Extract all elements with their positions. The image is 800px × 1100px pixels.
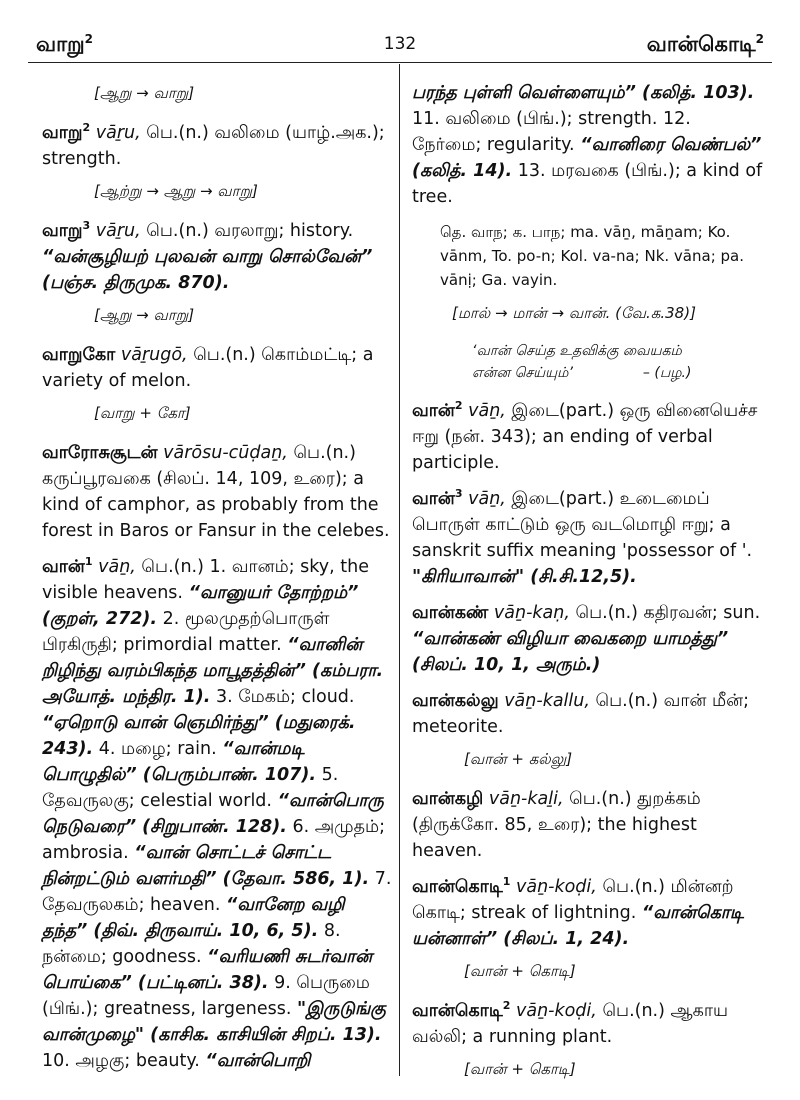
proverb-source: – (பழ.) [642,365,692,381]
headword: வாறு$^3$ [42,219,91,241]
definition: பெ.(n.) கொம்மட்டி; a variety of melon. [42,345,374,391]
headword: வாறு$^2$ [42,121,91,143]
transliteration: vāṉ-kaṇ, [493,603,570,623]
etymology: [வான் + கொடி] [464,1060,576,1078]
header-right-guideword: வான்கொடி$^2$ [646,32,764,56]
headword: வாரோசுசூடன் [42,443,158,463]
citation: “வான்பொறி [205,1051,311,1071]
etymology: [வான் + கொடி] [464,962,576,980]
etymology: [மால் → மான் → வான். (வே.க.38)] [452,304,696,322]
citation: “வானுயர் தோற்றம்” (குறள், 272). [42,583,359,629]
entry-vaan-2 [412,398,764,476]
entry-vaankazhi [412,786,764,864]
column-divider [399,64,400,1076]
definition: 11. வலிமை (பிங்.); strength. 12. நேர்மை; regularity. [412,109,691,155]
page-header [36,32,764,60]
proverb-line: ‘வான் செய்த உதவிக்கு வையகம் [472,343,682,359]
definition: பெ.(n.) வலிமை (யாழ்.அக.); strength. [42,123,385,169]
headword: வான்கொடி$^2$ [412,999,511,1021]
definition: இடை(part.) ஒரு வினையெச்ச ஈறு (நன். 343); an ending of verbal participle. [412,401,758,473]
citation: “வான்மடி பொழுதில்” (பெரும்பாண். 107). [42,739,317,785]
right-column [412,80,764,1096]
definition: 9. பெருமை (பிங்.); greatness, largeness. [42,973,370,1019]
definition: பெ.(n.) வரலாறு; history. [146,221,354,241]
transliteration: vāṉ-koḍi, [515,877,597,897]
page-number: 132 [383,34,417,54]
headword: வான்கண் [412,603,489,623]
transliteration: vāṉ-kaḻi, [488,789,564,809]
definition: பெ.(n.) மின்னற் கொடி; streak of lightning. [412,877,734,923]
citation: “வரியணி சுடர்வான் பொய்கை” (பட்டினப். 38). [42,947,373,993]
entry-vaaru-3 [42,218,392,296]
headword: வான்$^3$ [412,487,463,509]
entry-vaarosu-sudan [42,440,392,544]
etymology: [ஆற்று → ஆறு → வாறு] [94,182,258,200]
citation: “வானிரை வெண்பல்” (கலித். 14). [412,135,762,181]
entry-vaankallu [412,688,764,740]
definition: 8. நன்மை; goodness. [42,921,341,967]
definition: பெ.(n.) கருப்பூரவகை (சிலப். 14, 109, உரை); a kind of camphor, as probably from the forest in Baros or Fansur in the celebes. [42,443,390,541]
citation: “வானேற வழி தந்த” (திவ். திருவாய். 10, 6, 5). [42,895,345,941]
definition: இடை(part.) உடைமைப் பொருள் காட்டும் ஒரு வடமொழி ஈறு; a sanskrit suffix meaning 'possessor of '. [412,489,753,561]
header-rule [28,62,772,63]
citation: “ஏறொடு வான் ஞெமிர்ந்து” (மதுரைக். 243). [42,713,356,759]
entry-vaan-3 [412,486,764,590]
header-left-guideword: வாறு$^2$ [36,32,93,56]
definition: 13. மரவகை (பிங்.); a kind of tree. [412,161,763,207]
entry-vaankodi-1 [412,874,764,952]
transliteration: vāṉ, [468,401,506,421]
transliteration: vāṟugō, [120,345,188,365]
definition: 4. மழை; rain. [98,739,217,759]
proverb-line: என்ன செய்யும்’ – (பழ.) [472,365,692,381]
citation: பரந்த புள்ளி வெள்ளையும்” (கலித். 103). [412,83,755,103]
entry-vaaru-2 [42,120,392,172]
transliteration: vāṉ, [468,489,506,509]
definition: 2. மூலமுதற்பொருள் பிரகிருதி; primordial matter. [42,609,330,655]
citation: "கிரியாவான்" (சி.சி.12,5). [412,567,637,587]
etymology: [வாறு + கோ] [94,404,191,422]
citation: "இருடுங்கு வான்முழை" (காசிக. காசியின் சிறப். 13). [42,999,386,1045]
citation: “வான்கண் விழியா வைகறை யாமத்து” (சிலப். 10, 1, அரும்.) [412,629,729,675]
proverb [472,340,764,384]
definition: 10. அழகு; beauty. [42,1051,200,1071]
citation: “வானின் றிழிந்து வரம்பிகந்த மாபூதத்தின்” (கம்பரா. அயோத். மந்திர. 1). [42,635,384,707]
etymology: [ஆறு → வாறு] [94,84,195,102]
headword: வான்கல்லு [412,691,499,711]
entry-vaankan [412,600,764,678]
definition: 5. தேவருலகு; celestial world. [42,765,339,811]
definition: 3. மேகம்; cloud. [216,687,355,707]
citation: “வான் சொட்டச் சொட்ட நின்றட்டும் வளர்மதி” (தேவா. 586, 1). [42,843,370,889]
citation: “வான்பொரு நெடுவரை” (சிறுபாண். 128). [42,791,384,837]
definition: பெ.(n.) 1. வானம்; sky, the visible heavens. [42,557,369,603]
definition: 7. தேவருலகம்; heaven. [42,869,392,915]
entry-vaan-1 [42,554,392,1074]
definition: பெ.(n.) வான் மீன்; meteorite. [412,691,750,737]
headword: வாறுகோ [42,345,116,365]
definition: பெ.(n.) ஆகாய வல்லி; a running plant. [412,1001,728,1047]
etymology: [வான் + கல்லு] [464,750,573,768]
transliteration: vārōsu-cūḍaṉ, [163,443,288,463]
headword: வான்$^1$ [42,555,93,577]
transliteration: vāṟu, [95,123,141,143]
headword: வான்கொடி$^1$ [412,875,511,897]
definition: பெ.(n.) கதிரவன்; sun. [575,603,761,623]
transliteration: vāṉ-koḍi, [515,1001,597,1021]
definition: 6. அமுதம்; ambrosia. [42,817,385,863]
headword: வான்$^2$ [412,399,463,421]
entry-vaarugo [42,342,392,394]
definition: பெ.(n.) துறக்கம் (திருக்கோ. 85, உரை); the highest heaven. [412,789,701,861]
left-column [42,80,392,1084]
entry-vaankodi-2 [412,998,764,1050]
transliteration: vāṟu, [95,221,141,241]
citation: “வான்கொடி யன்னாள்” (சிலப். 1, 24). [412,903,744,949]
citation: “வன்சூழியற் புலவன் வாறு சொல்வேன்” (பஞ்ச. திருமுக. 870). [42,247,373,293]
cognates: தெ. வாந; க. பாந; ma. vāṉ, māṉam; Ko. vānm, To. po-n; Kol. va-na; Nk. vāna; pa. vānị; Ga. vayin. [440,223,744,289]
transliteration: vāṉ, [98,557,136,577]
transliteration: vāṉ-kallu, [504,691,590,711]
etymology: [ஆறு → வாறு] [94,306,195,324]
headword: வான்கழி [412,789,484,809]
entry-vaan-1-continued [412,80,764,210]
